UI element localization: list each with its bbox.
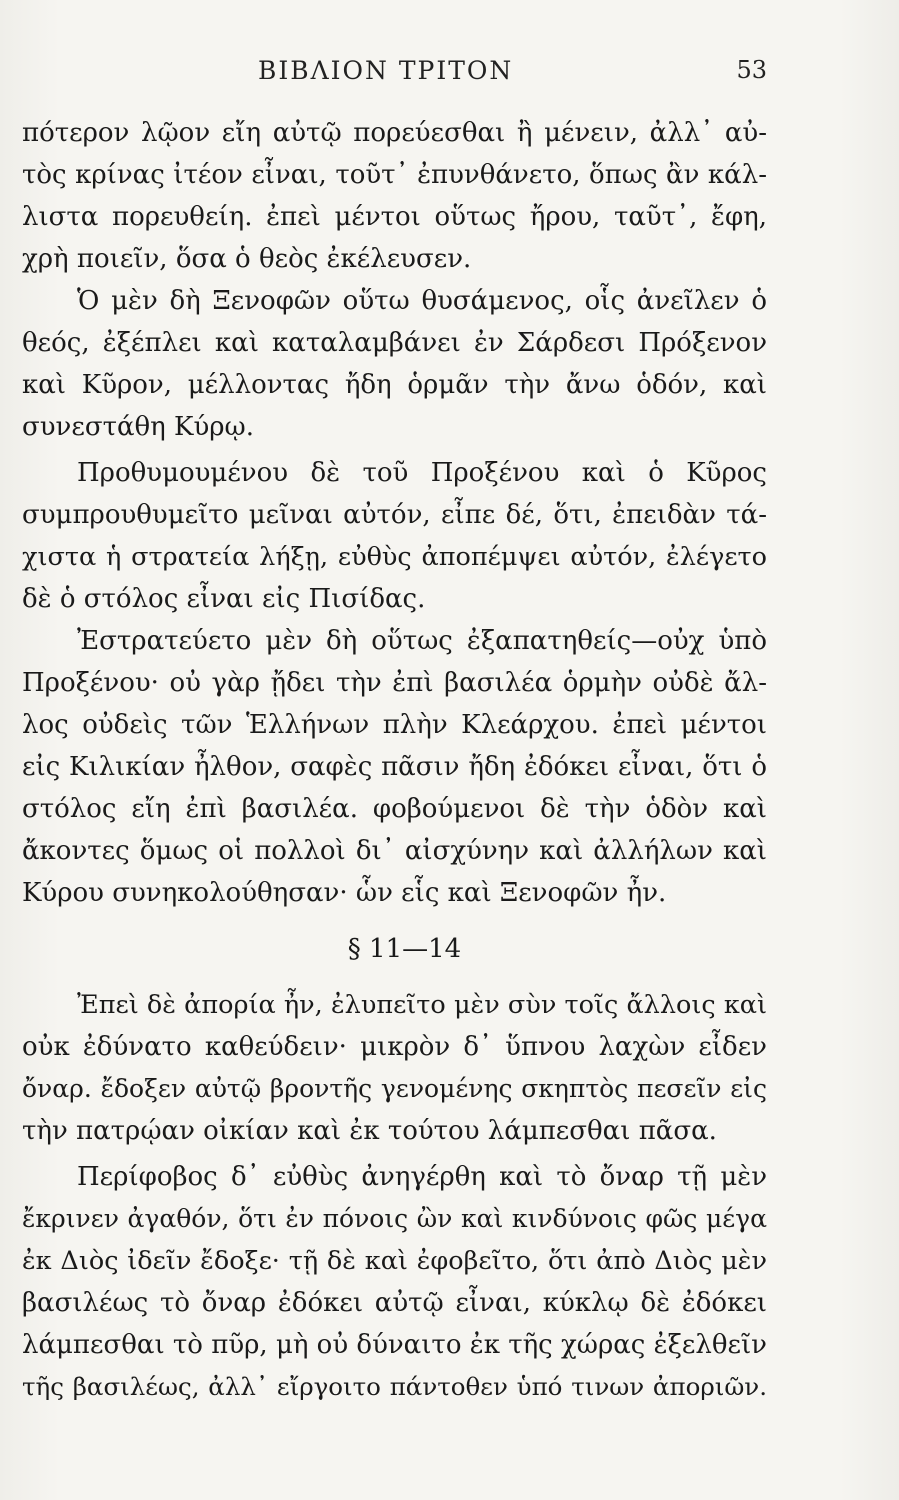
text-line: ἄκοντες ὅμως οἱ πολλοὶ δι᾽ αἰσχύνην καὶ ἀλλήλων καὶ xyxy=(22,836,767,866)
text-line: χιστα ἡ στρατεία λήξῃ, εὐθὺς ἀποπέμψει αὐτόν, ἐλέγετο xyxy=(22,542,767,572)
section-heading: § 11—14 xyxy=(347,934,462,964)
page-number: 53 xyxy=(736,56,767,84)
text-line: θεός, ἐξέπλει καὶ καταλαμβάνει ἐν Σάρδεσι Πρόξενον xyxy=(22,328,767,358)
text-line: Ὁ μὲν δὴ Ξενοφῶν οὕτω θυσάμενος, οἷς ἀνεῖλεν ὁ xyxy=(77,286,767,316)
text-line: Κύρου συνηκολούθησαν· ὧν εἷς καὶ Ξενοφῶν ἦν. xyxy=(22,878,667,908)
text-line: οὐκ ἐδύνατο καθεύδειν· μικρὸν δ᾽ ὕπνου λαχὼν εἶδεν xyxy=(22,1032,767,1062)
paragraph xyxy=(22,620,767,914)
text-line: πότερον λῷον εἴη αὐτῷ πορεύεσθαι ἢ μένειν, ἀλλ᾽ αὐ- xyxy=(22,118,767,148)
paragraph xyxy=(22,452,767,620)
text-line: συμπρουθυμεῖτο μεῖναι αὐτόν, εἶπε δέ, ὅτι, ἐπειδὰν τά- xyxy=(22,500,767,530)
text-line: βασιλέως τὸ ὄναρ ἐδόκει αὐτῷ εἶναι, κύκλῳ δὲ ἐδόκει xyxy=(22,1288,767,1318)
running-head xyxy=(22,56,767,90)
text-line: τῆς βασιλέως, ἀλλ᾽ εἴργοιτο πάντοθεν ὑπό τινων ἀποριῶν. xyxy=(22,1372,767,1401)
text-line: λος οὐδεὶς τῶν Ἑλλήνων πλὴν Κλεάρχου. ἐπεὶ μέντοι xyxy=(22,710,767,740)
text-line: χρὴ ποιεῖν, ὅσα ὁ θεὸς ἐκέλευσεν. xyxy=(22,244,472,274)
text-line: λιστα πορευθείη. ἐπεὶ μέντοι οὕτως ἤρου, ταῦτ᾽, ἔφη, xyxy=(22,202,767,232)
text-line: Ἐστρατεύετο μὲν δὴ οὕτως ἐξαπατηθείς—οὐχ ὑπὸ xyxy=(77,626,767,656)
text-line: Περίφοβος δ᾽ εὐθὺς ἀνηγέρθη καὶ τὸ ὄναρ τῇ μὲν xyxy=(77,1162,767,1192)
text-line: ἐκ Διὸς ἰδεῖν ἔδοξε· τῇ δὲ καὶ ἐφοβεῖτο, ὅτι ἀπὸ Διὸς μὲν xyxy=(22,1246,767,1276)
text-line: καὶ Κῦρον, μέλλοντας ἤδη ὁρμᾶν τὴν ἄνω ὁδόν, καὶ xyxy=(22,370,767,400)
paragraph xyxy=(22,112,767,280)
text-line: τὸς κρίνας ἰτέον εἶναι, τοῦτ᾽ ἐπυνθάνετο, ὅπως ἂν κάλ- xyxy=(22,160,767,190)
text-line: Προθυμουμένου δὲ τοῦ Προξένου καὶ ὁ Κῦρος xyxy=(77,458,767,488)
text-line: λάμπεσθαι τὸ πῦρ, μὴ οὐ δύναιτο ἐκ τῆς χώρας ἐξελθεῖν xyxy=(22,1330,767,1360)
text-line: συνεστάθη Κύρῳ. xyxy=(22,412,254,442)
text-line: δὲ ὁ στόλος εἶναι εἰς Πισίδας. xyxy=(22,584,426,614)
text-line: τὴν πατρῴαν οἰκίαν καὶ ἐκ τούτου λάμπεσθαι πᾶσα. xyxy=(22,1116,717,1146)
running-title: ΒΙΒΛΙΟΝ ΤΡΙΤΟΝ xyxy=(258,56,514,85)
paragraph xyxy=(22,984,767,1152)
paragraph xyxy=(22,1156,767,1408)
text-line: Ἐπεὶ δὲ ἀπορία ἦν, ἐλυπεῖτο μὲν σὺν τοῖς ἄλλοις καὶ xyxy=(77,990,767,1020)
text-line: εἰς Κιλικίαν ἦλθον, σαφὲς πᾶσιν ἤδη ἐδόκει εἶναι, ὅτι ὁ xyxy=(22,752,767,782)
text-line: Προξένου· οὐ γὰρ ᾔδει τὴν ἐπὶ βασιλέα ὁρμὴν οὐδὲ ἄλ- xyxy=(22,668,767,698)
text-line: ὄναρ. ἔδοξεν αὐτῷ βροντῆς γενομένης σκηπτὸς πεσεῖν εἰς xyxy=(22,1074,767,1103)
text-line: στόλος εἴη ἐπὶ βασιλέα. φοβούμενοι δὲ τὴν ὁδὸν καὶ xyxy=(22,794,767,824)
text-line: ἔκρινεν ἀγαθόν, ὅτι ἐν πόνοις ὢν καὶ κινδύνοις φῶς μέγα xyxy=(22,1204,767,1233)
paragraph xyxy=(22,280,767,448)
body-text xyxy=(22,112,767,1408)
